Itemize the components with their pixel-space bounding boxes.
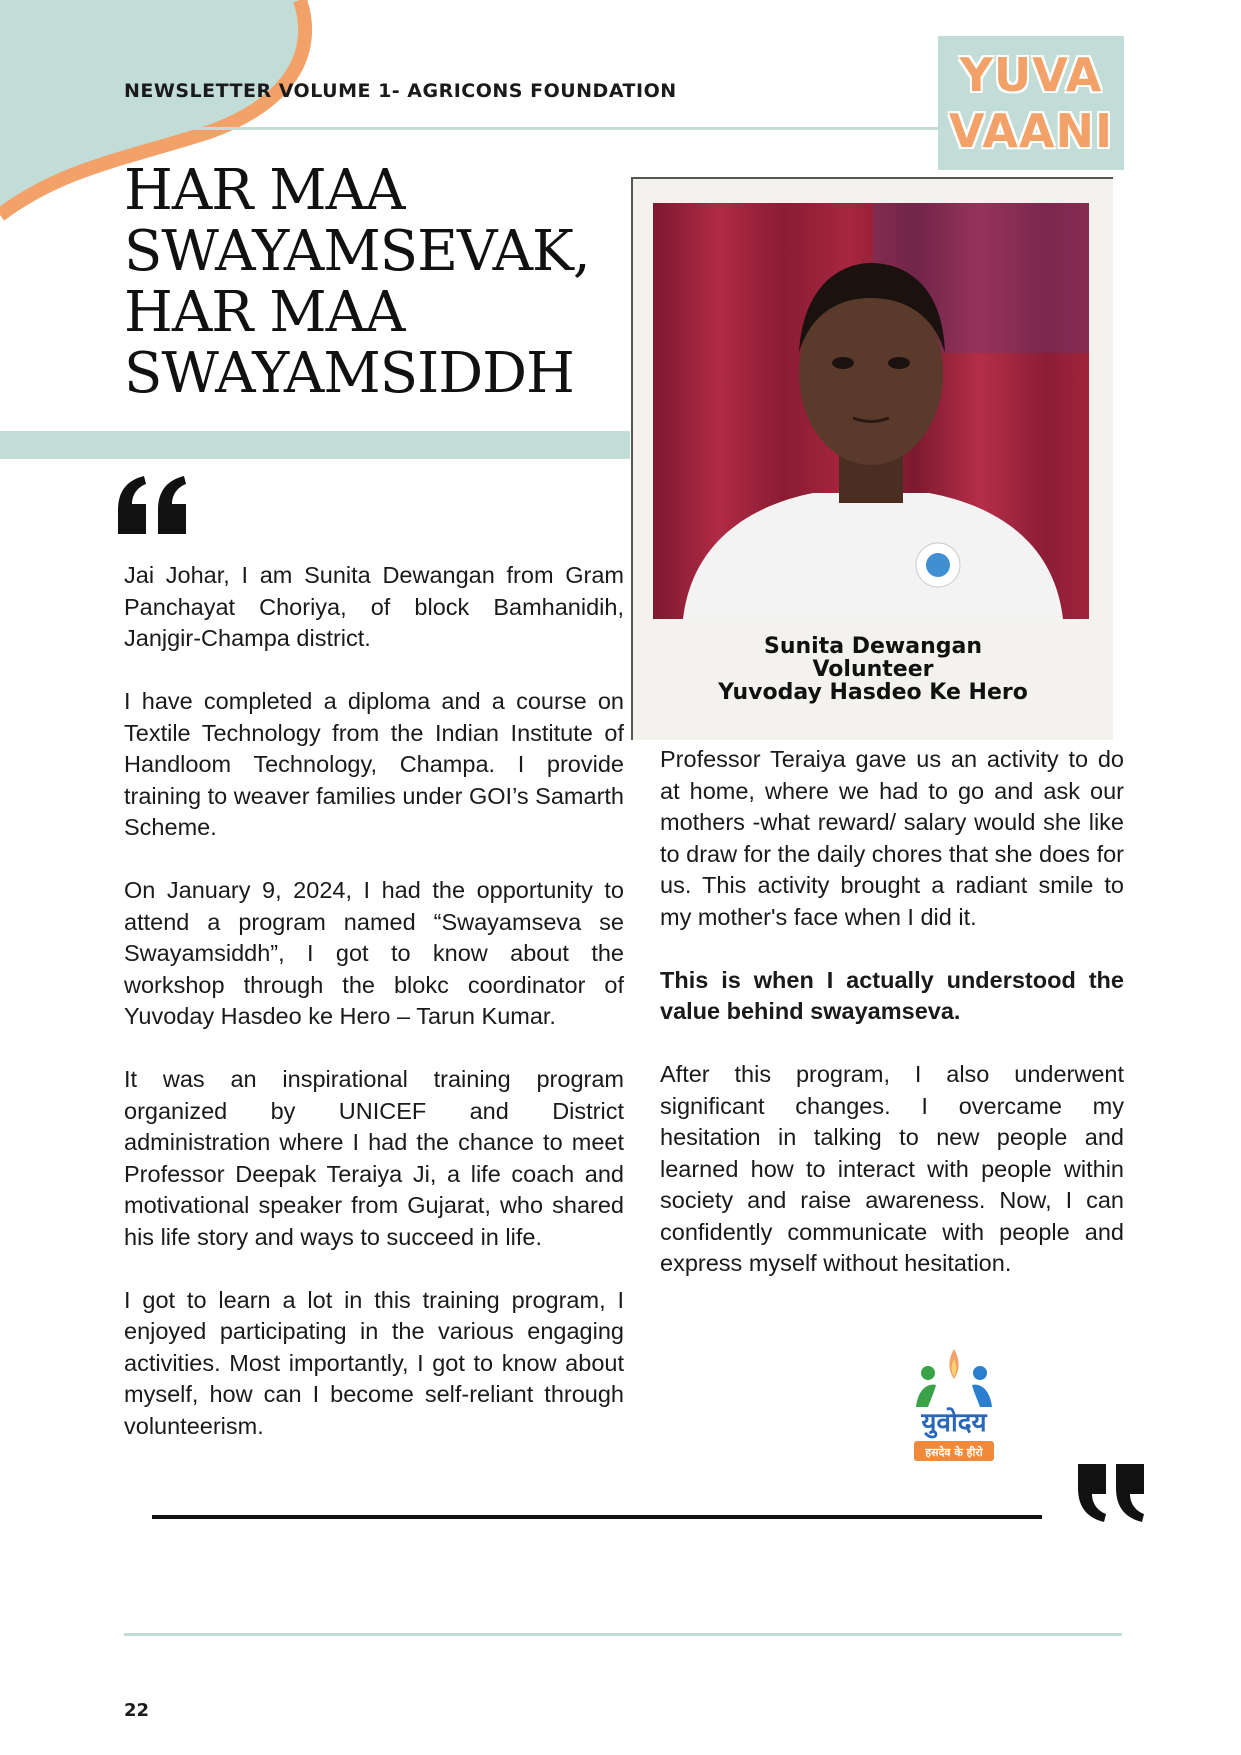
title-line: HAR MAA: [124, 158, 405, 223]
logo-text: युवोदय: [921, 1408, 987, 1438]
paragraph: After this program, I also underwent significant changes. I overcame my hesitation in talking to new people and learned how to interact with people within society and raise awareness. Now, I can confidently communicate with people and express myself without hesitation.: [660, 1061, 1124, 1276]
photo-caption: [633, 635, 1113, 704]
closing-rule: [152, 1515, 1042, 1519]
caption-program: Yuvoday Hasdeo Ke Hero: [718, 680, 1028, 705]
title-line: SWAYAMSIDDH: [124, 341, 574, 406]
caption-role: Volunteer: [812, 657, 934, 682]
header-rule: [124, 127, 944, 130]
paragraph: Professor Teraiya gave us an activity to do at home, where we had to go and ask our mothers -what reward/ salary would she like to draw for the daily chores that she does for us. This activity brought a radiant smile to my mother's face when I did it.: [660, 746, 1124, 930]
newsletter-header: NEWSLETTER VOLUME 1- AGRICONS FOUNDATION: [124, 80, 677, 102]
title-line: SWAYAMSEVAK,: [124, 219, 590, 284]
paragraph: I have completed a diploma and a course on Textile Technology from the Indian Institute of Handloom Technology, Champa. I provide training to weaver families under GOI’s Samarth Scheme.: [124, 688, 624, 840]
yuva-vaani-badge: [938, 36, 1124, 170]
right-column: [660, 744, 1124, 1311]
highlight-paragraph: This is when I actually understood the value behind swayamseva.: [660, 966, 1124, 1024]
paragraph: I got to learn a lot in this training program, I enjoyed participating in the various engaging activities. Most importantly, I got to know about myself, how can I become self-reliant through volunteerism.: [124, 1286, 624, 1439]
yuvoday-logo: [906, 1345, 1002, 1475]
open-quote-icon: [114, 474, 194, 538]
paragraph: Jai Johar, I am Sunita Dewangan from Gram Panchayat Choriya, of block Bamhanidih, Janjgir-Champa district.: [124, 562, 624, 651]
volunteer-photo: [653, 203, 1089, 619]
caption-name: Sunita Dewangan: [763, 634, 982, 659]
badge-line-2: VAANI: [948, 104, 1114, 158]
paragraph: It was an inspirational training program organized by UNICEF and District administration where I had the chance to meet Professor Deepak Teraiya Ji, a life coach and motivational speaker from Gujarat, who shared his life story and ways to succeed in life.: [124, 1066, 624, 1250]
article-title: [124, 160, 644, 404]
paragraph: On January 9, 2024, I had the opportunity to attend a program named “Swayamseva se Swayamsiddh”, I got to know about the workshop through the blokc coordinator of Yuvoday Hasdeo ke Hero – Tarun Kumar.: [124, 877, 624, 1029]
logo-banner: हसदेव के हीरो: [925, 1446, 983, 1459]
badge-line-1: YUVA: [959, 48, 1103, 102]
page-number: 22: [124, 1700, 150, 1721]
photo-card: [631, 177, 1113, 740]
left-column: [124, 560, 624, 1474]
title-band: [0, 431, 630, 459]
title-line: HAR MAA: [124, 280, 405, 345]
footer-rule: [124, 1633, 1122, 1636]
close-quote-icon: [1076, 1462, 1150, 1524]
